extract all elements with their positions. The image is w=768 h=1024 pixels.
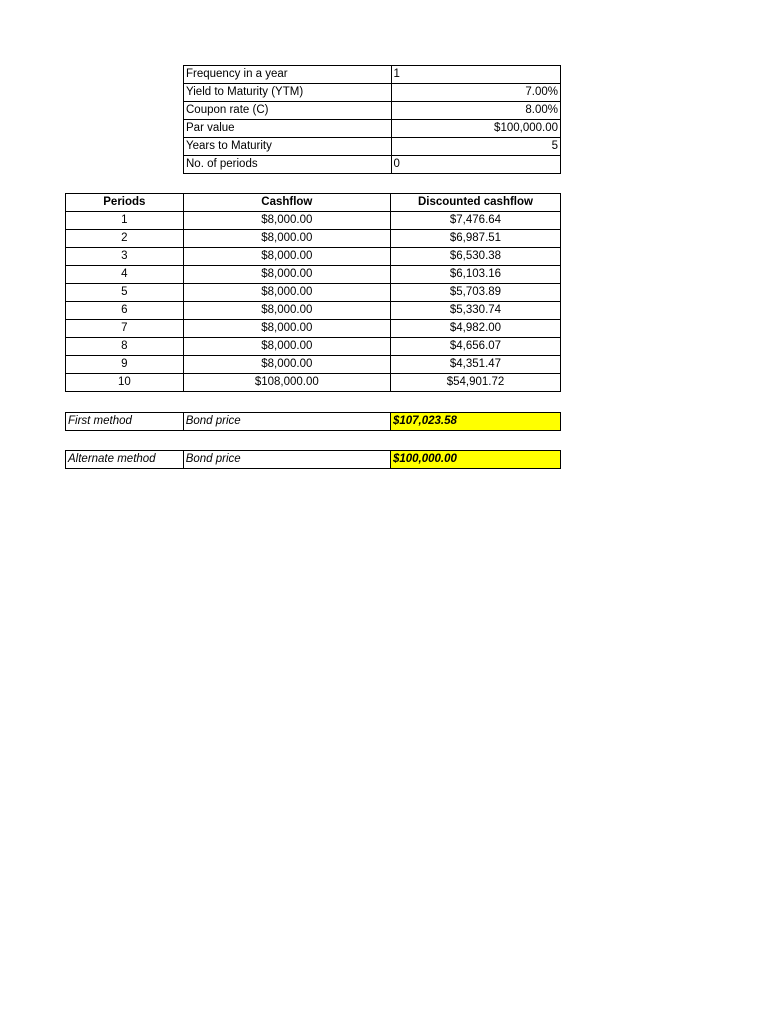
discounted-cashflow-cell[interactable]: $54,901.72	[390, 374, 560, 392]
cashflow-row	[66, 212, 561, 230]
cashflow-row	[66, 248, 561, 266]
discounted-cashflow-cell[interactable]: $5,330.74	[390, 302, 560, 320]
cashflow-cell[interactable]: $8,000.00	[183, 212, 390, 230]
discounted-cashflow-cell[interactable]: $4,351.47	[390, 356, 560, 374]
cashflow-row	[66, 320, 561, 338]
discounted-cashflow-cell[interactable]: $6,987.51	[390, 230, 560, 248]
period-cell[interactable]: 7	[66, 320, 184, 338]
period-cell[interactable]: 5	[66, 284, 184, 302]
alternate-method-label[interactable]: Alternate method	[66, 451, 184, 469]
period-cell[interactable]: 4	[66, 266, 184, 284]
input-row	[184, 66, 561, 84]
cashflow-header-row	[66, 194, 561, 212]
cashflow-cell[interactable]: $8,000.00	[183, 320, 390, 338]
cashflow-row	[66, 302, 561, 320]
input-value[interactable]: $100,000.00	[391, 120, 560, 138]
period-cell[interactable]: 8	[66, 338, 184, 356]
input-label[interactable]: Yield to Maturity (YTM)	[184, 84, 392, 102]
input-row	[184, 138, 561, 156]
first-method-label[interactable]: First method	[66, 413, 184, 431]
cashflow-row	[66, 356, 561, 374]
discounted-cashflow-cell[interactable]: $7,476.64	[390, 212, 560, 230]
input-value[interactable]: 0	[391, 156, 560, 174]
input-label[interactable]: No. of periods	[184, 156, 392, 174]
input-value[interactable]: 5	[391, 138, 560, 156]
alternate-method-bond-price-label[interactable]: Bond price	[183, 451, 390, 469]
first-method-bond-price-value[interactable]: $107,023.58	[390, 413, 560, 431]
input-label[interactable]: Frequency in a year	[184, 66, 392, 84]
period-cell[interactable]: 9	[66, 356, 184, 374]
cashflow-row	[66, 338, 561, 356]
cashflow-cell[interactable]: $8,000.00	[183, 248, 390, 266]
first-method-row	[66, 413, 561, 431]
discounted-cashflow-cell[interactable]: $6,530.38	[390, 248, 560, 266]
input-label[interactable]: Years to Maturity	[184, 138, 392, 156]
cashflow-row	[66, 284, 561, 302]
cashflow-cell[interactable]: $8,000.00	[183, 284, 390, 302]
cashflow-row	[66, 266, 561, 284]
alternate-method-bond-price-value[interactable]: $100,000.00	[390, 451, 560, 469]
cashflow-cell[interactable]: $8,000.00	[183, 230, 390, 248]
period-cell[interactable]: 10	[66, 374, 184, 392]
input-row	[184, 120, 561, 138]
bond-inputs-table	[183, 65, 561, 174]
cashflow-table	[65, 193, 561, 392]
cashflow-cell[interactable]: $8,000.00	[183, 356, 390, 374]
discounted-cashflow-header[interactable]: Discounted cashflow	[390, 194, 560, 212]
input-row	[184, 102, 561, 120]
cashflow-header[interactable]: Cashflow	[183, 194, 390, 212]
input-label[interactable]: Coupon rate (C)	[184, 102, 392, 120]
input-label[interactable]: Par value	[184, 120, 392, 138]
input-row	[184, 84, 561, 102]
period-cell[interactable]: 6	[66, 302, 184, 320]
alternate-method-table	[65, 450, 561, 469]
cashflow-cell[interactable]: $8,000.00	[183, 338, 390, 356]
input-value[interactable]: 1	[391, 66, 560, 84]
period-cell[interactable]: 1	[66, 212, 184, 230]
first-method-bond-price-label[interactable]: Bond price	[183, 413, 390, 431]
input-value[interactable]: 7.00%	[391, 84, 560, 102]
cashflow-row	[66, 374, 561, 392]
input-row	[184, 156, 561, 174]
input-value[interactable]: 8.00%	[391, 102, 560, 120]
cashflow-row	[66, 230, 561, 248]
alternate-method-row	[66, 451, 561, 469]
cashflow-cell[interactable]: $108,000.00	[183, 374, 390, 392]
discounted-cashflow-cell[interactable]: $6,103.16	[390, 266, 560, 284]
discounted-cashflow-cell[interactable]: $4,656.07	[390, 338, 560, 356]
cashflow-cell[interactable]: $8,000.00	[183, 302, 390, 320]
discounted-cashflow-cell[interactable]: $4,982.00	[390, 320, 560, 338]
first-method-table	[65, 412, 561, 431]
periods-header[interactable]: Periods	[66, 194, 184, 212]
discounted-cashflow-cell[interactable]: $5,703.89	[390, 284, 560, 302]
period-cell[interactable]: 2	[66, 230, 184, 248]
period-cell[interactable]: 3	[66, 248, 184, 266]
cashflow-cell[interactable]: $8,000.00	[183, 266, 390, 284]
